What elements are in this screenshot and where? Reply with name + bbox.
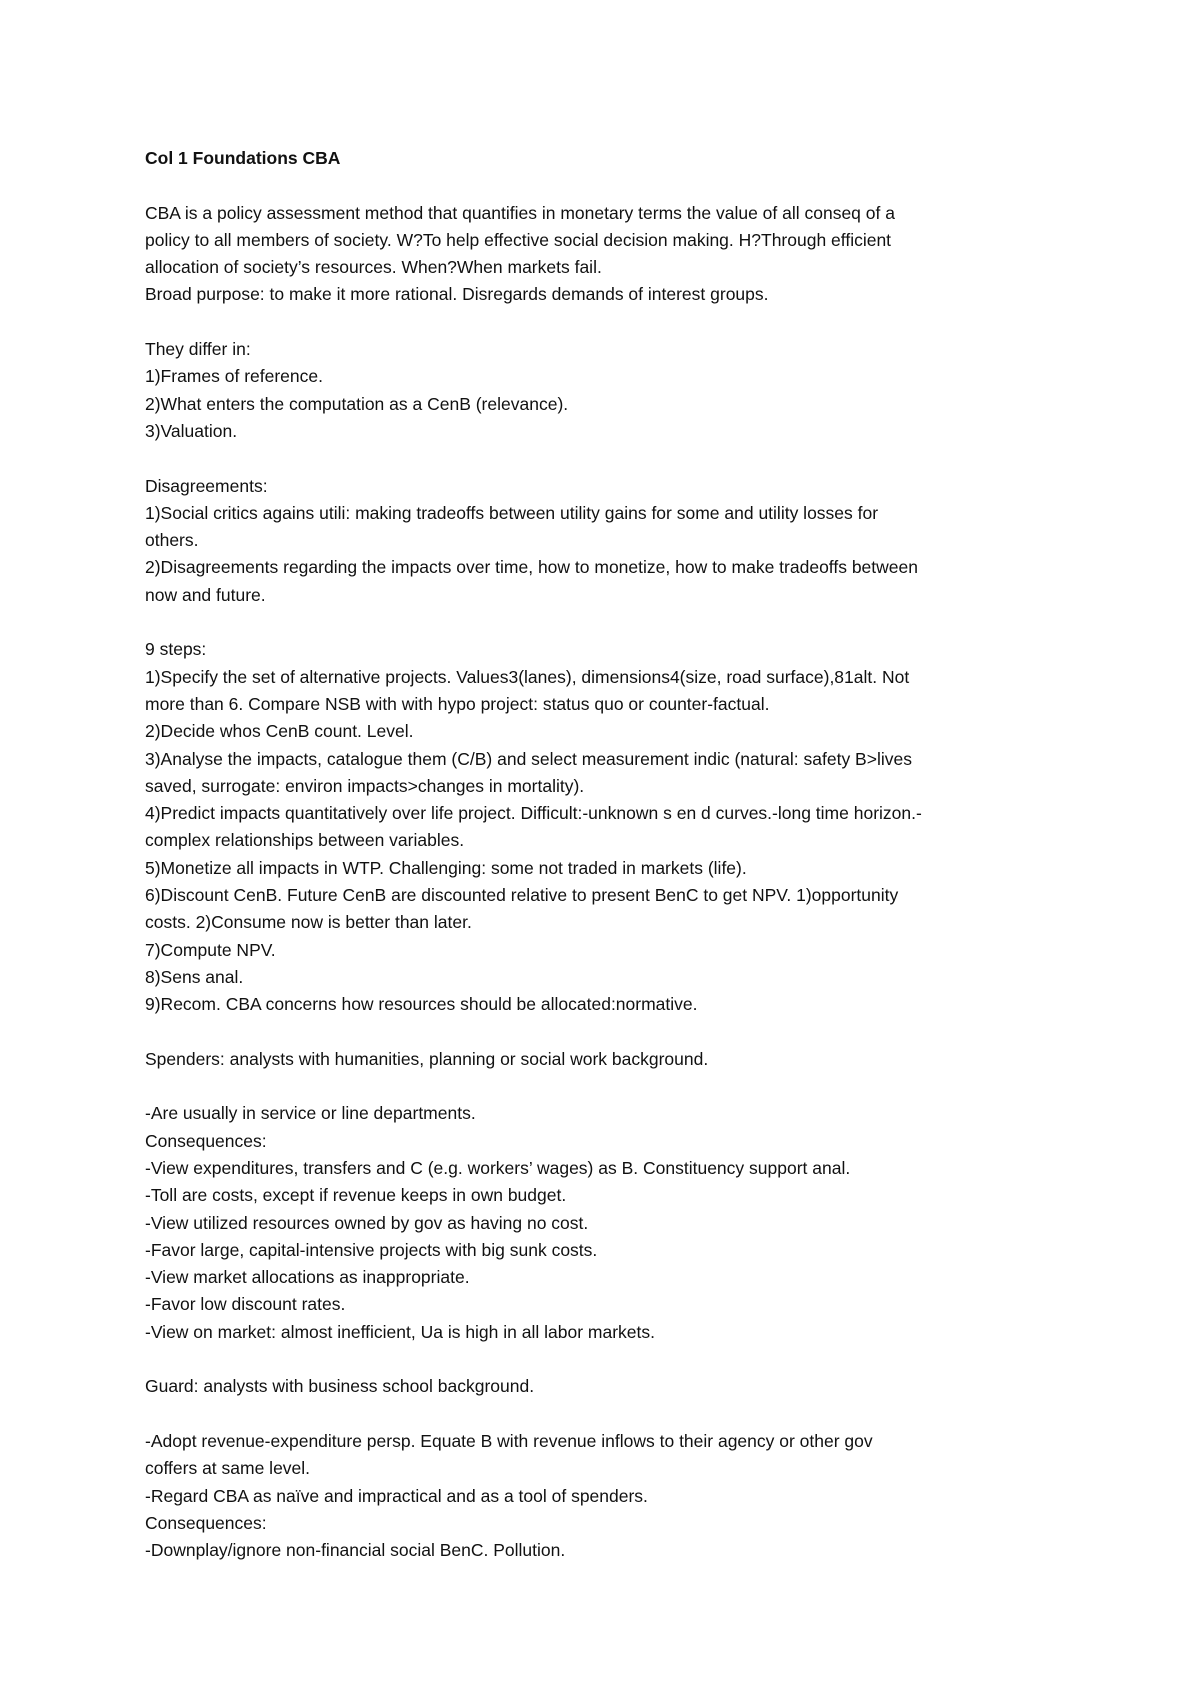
- section-heading: They differ in:: [145, 339, 251, 360]
- spenders-section: [145, 1100, 1075, 1346]
- list-item: 1)Specify the set of alternative projects. Values3(lanes), dimensions4(size, road surface),81alt. Not: [145, 666, 910, 687]
- text-line: allocation of society’s resources. When?When markets fail.: [145, 257, 602, 278]
- guard-section: [145, 1428, 1075, 1564]
- list-item: 1)Social critics agains utili: making tradeoffs between utility gains for some and utility losses for: [145, 502, 879, 523]
- intro-paragraph: [145, 200, 1075, 309]
- list-item: -Toll are costs, except if revenue keeps in own budget.: [145, 1185, 567, 1206]
- list-item: -Adopt revenue-expenditure persp. Equate B with revenue inflows to their agency or other gov: [145, 1430, 873, 1451]
- list-item: 1)Frames of reference.: [145, 366, 323, 387]
- text-line: CBA is a policy assessment method that quantifies in monetary terms the value of all conseq of a: [145, 202, 895, 223]
- list-item: costs. 2)Consume now is better than later.: [145, 912, 472, 933]
- list-item: more than 6. Compare NSB with with hypo project: status quo or counter-factual.: [145, 693, 770, 714]
- list-item: others.: [145, 530, 199, 551]
- list-item: -Are usually in service or line departments.: [145, 1103, 476, 1124]
- guard-heading: Guard: analysts with business school background.: [145, 1376, 535, 1397]
- list-item: 6)Discount CenB. Future CenB are discounted relative to present BenC to get NPV. 1)opportunity: [145, 885, 899, 906]
- list-item: 3)Analyse the impacts, catalogue them (C/B) and select measurement indic (natural: safety B>lives: [145, 748, 912, 769]
- list-item: coffers at same level.: [145, 1458, 311, 1479]
- list-item: -Favor large, capital-intensive projects with big sunk costs.: [145, 1239, 598, 1260]
- blank-line: [145, 609, 1075, 636]
- blank-line: [145, 445, 1075, 472]
- list-item: -View on market: almost inefficient, Ua is high in all labor markets.: [145, 1321, 655, 1342]
- list-item: 5)Monetize all impacts in WTP. Challenging: some not traded in markets (life).: [145, 857, 747, 878]
- section-heading: Disagreements:: [145, 475, 268, 496]
- list-item: now and future.: [145, 584, 266, 605]
- spenders-heading: Spenders: analysts with humanities, planning or social work background.: [145, 1048, 709, 1069]
- blank-line: [145, 1073, 1075, 1100]
- section-heading: Consequences:: [145, 1512, 267, 1533]
- list-item: -Downplay/ignore non-financial social BenC. Pollution.: [145, 1540, 566, 1561]
- list-item: saved, surrogate: environ impacts>changes in mortality).: [145, 775, 585, 796]
- list-item: -View market allocations as inappropriate.: [145, 1267, 470, 1288]
- blank-line: [145, 1346, 1075, 1373]
- list-item: 9)Recom. CBA concerns how resources should be allocated:normative.: [145, 994, 698, 1015]
- blank-line: [145, 172, 1075, 199]
- document-body: [145, 145, 1075, 1564]
- differ-section: [145, 336, 1075, 445]
- list-item: 2)What enters the computation as a CenB (relevance).: [145, 393, 569, 414]
- blank-line: [145, 309, 1075, 336]
- section-heading: Consequences:: [145, 1130, 267, 1151]
- disagreements-section: [145, 473, 1075, 609]
- list-item: complex relationships between variables.: [145, 830, 465, 851]
- blank-line: [145, 1401, 1075, 1428]
- list-item: 2)Disagreements regarding the impacts over time, how to monetize, how to make tradeoffs between: [145, 557, 918, 578]
- document-title: Col 1 Foundations CBA: [145, 148, 341, 168]
- text-line: Broad purpose: to make it more rational. Disregards demands of interest groups.: [145, 284, 769, 305]
- section-heading: 9 steps:: [145, 639, 207, 660]
- list-item: 7)Compute NPV.: [145, 939, 276, 960]
- blank-line: [145, 1019, 1075, 1046]
- list-item: -Favor low discount rates.: [145, 1294, 346, 1315]
- steps-section: [145, 636, 1075, 1018]
- list-item: -Regard CBA as naïve and impractical and as a tool of spenders.: [145, 1485, 648, 1506]
- list-item: 8)Sens anal.: [145, 966, 244, 987]
- list-item: -View expenditures, transfers and C (e.g. workers’ wages) as B. Constituency support anal.: [145, 1157, 851, 1178]
- list-item: 4)Predict impacts quantitatively over life project. Difficult:-unknown s en d curves.-long time horizon.-: [145, 803, 922, 824]
- text-line: policy to all members of society. W?To help effective social decision making. H?Through efficient: [145, 229, 892, 250]
- list-item: 3)Valuation.: [145, 420, 238, 441]
- list-item: 2)Decide whos CenB count. Level.: [145, 721, 414, 742]
- list-item: -View utilized resources owned by gov as having no cost.: [145, 1212, 589, 1233]
